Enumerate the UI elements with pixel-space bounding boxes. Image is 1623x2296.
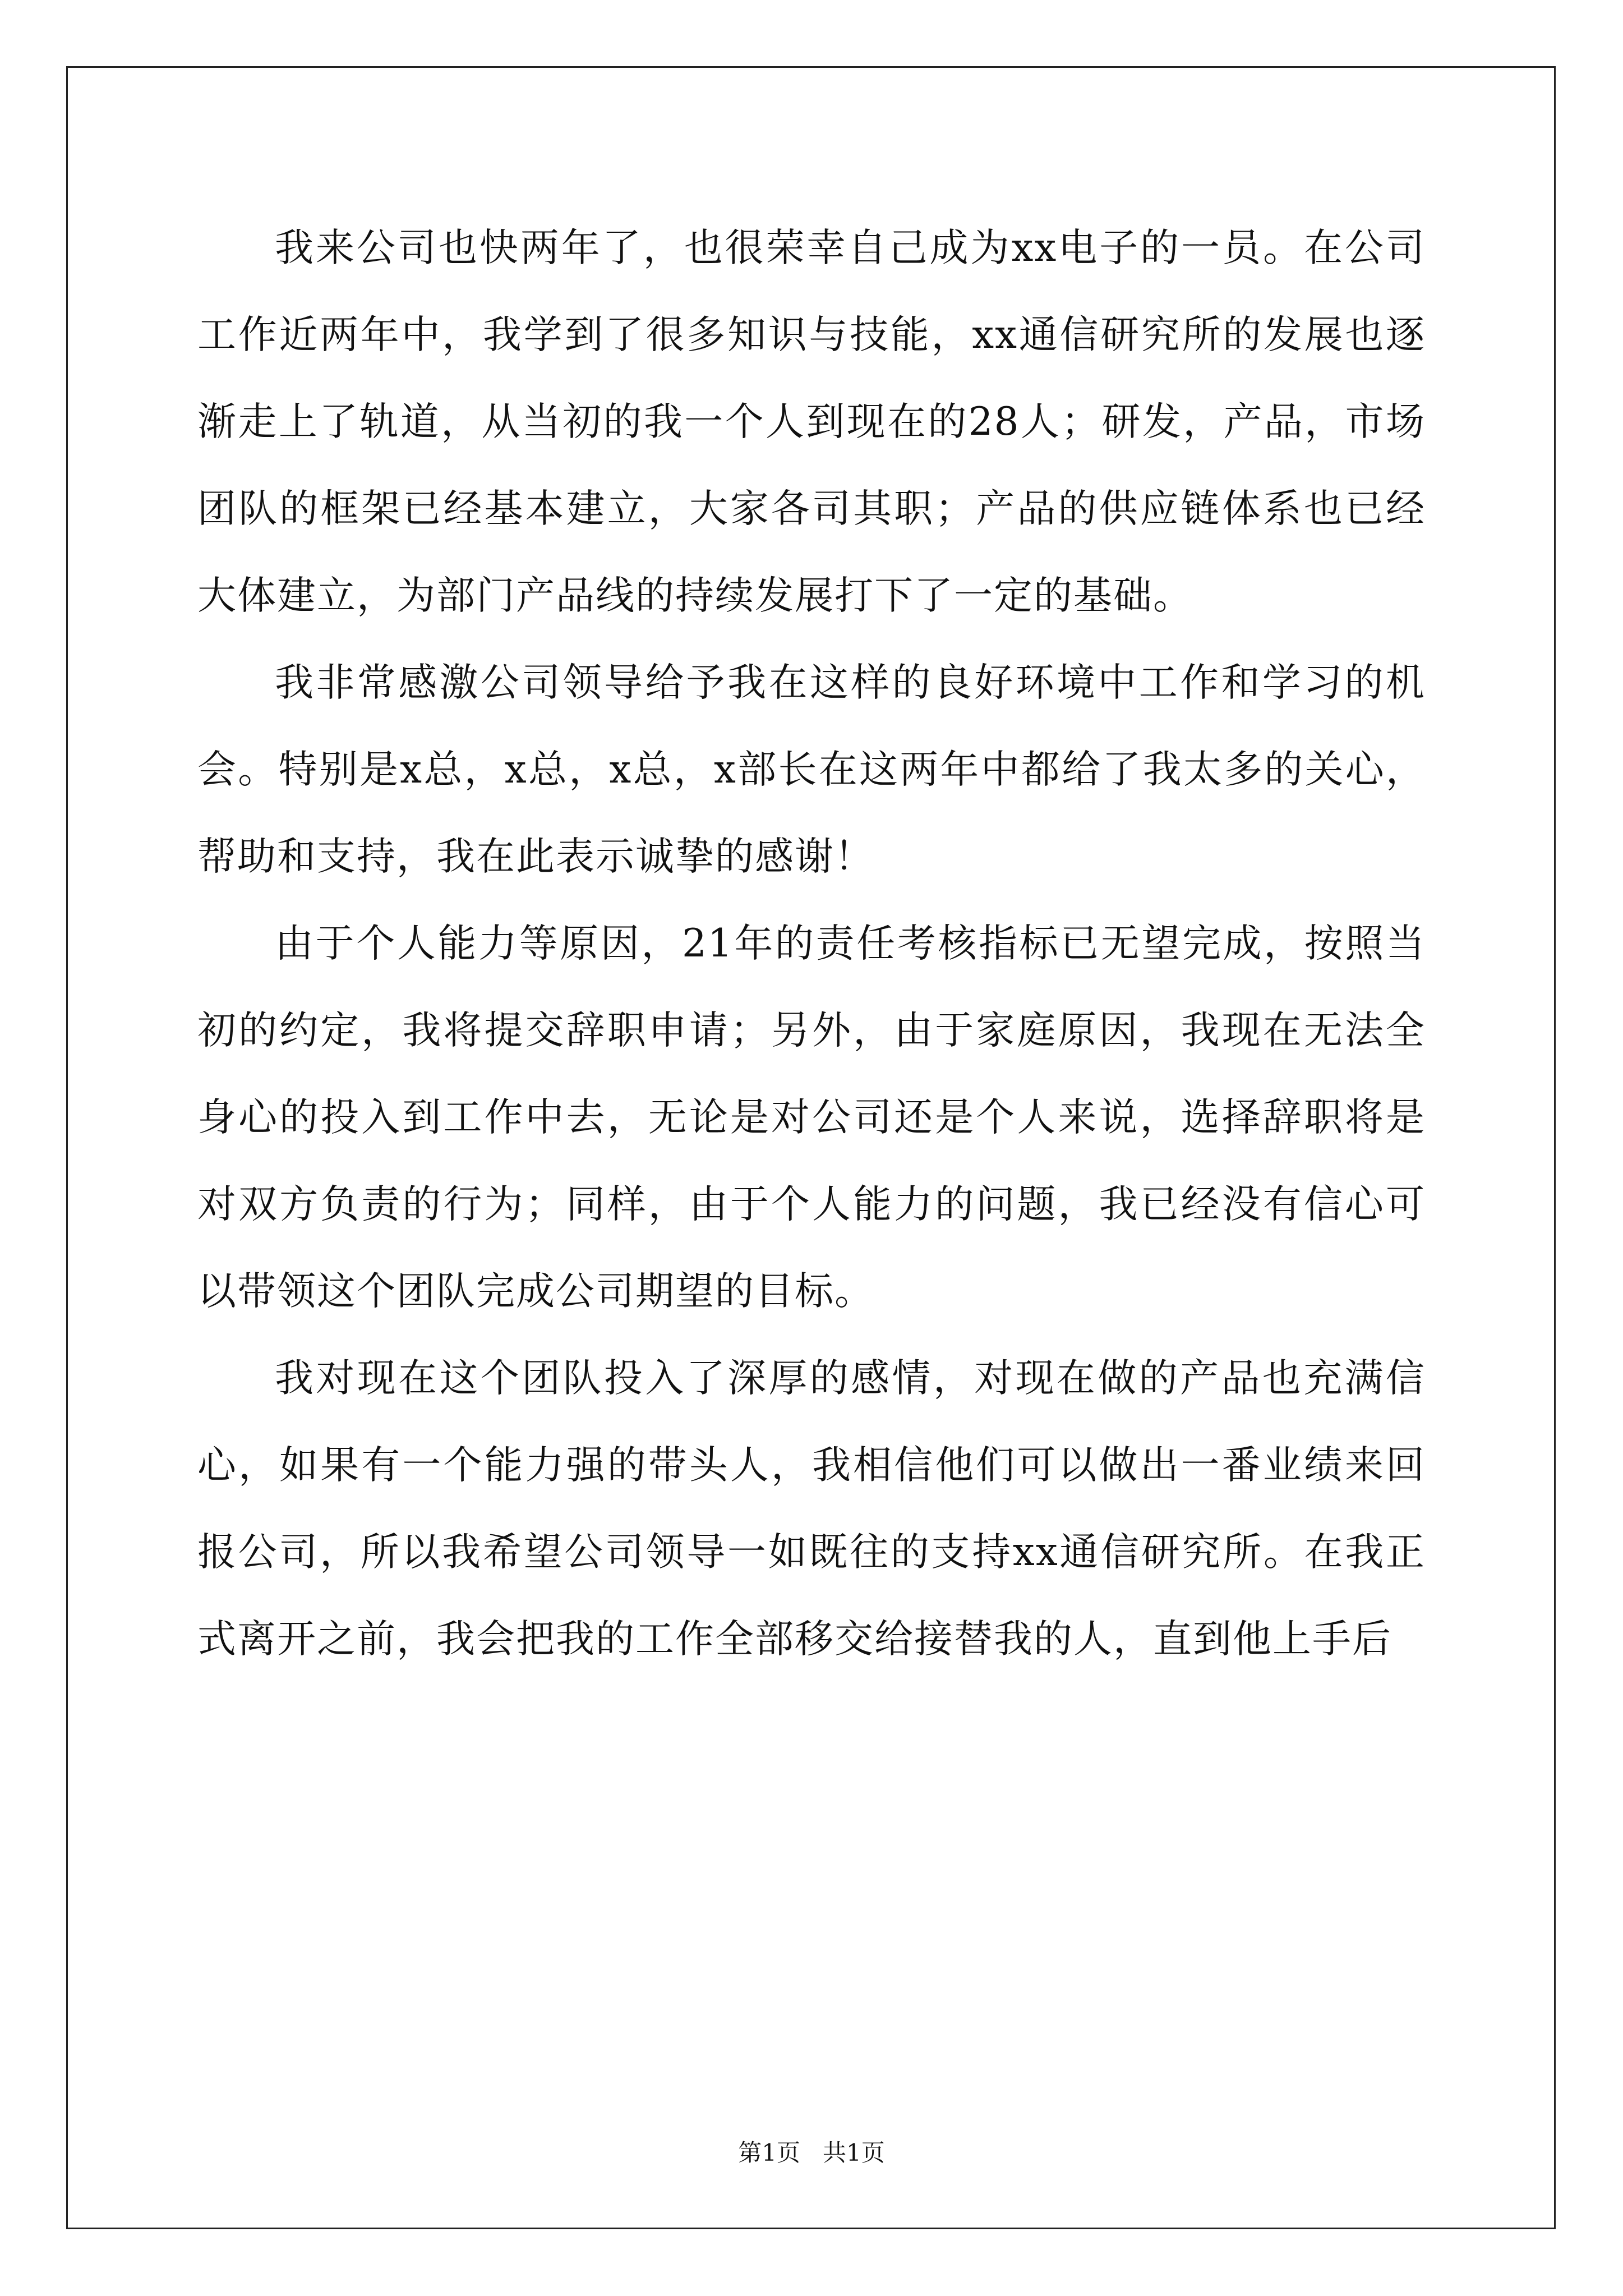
paragraph-1: 我来公司也快两年了，也很荣幸自己成为xx电子的一员。在公司工作近两年中，我学到了很多知识与技能，xx通信研究所的发展也逐渐走上了轨道，从当初的我一个人到现在的28人；研发，产品，市场团队的框架已经基本建立，大家各司其职；产品的供应链体系也已经大体建立，为部门产品线的持续发展打下了一定的基础。 [197,226,1426,618]
page-number-total: 共1页 [823,2139,885,2166]
paragraph-3: 由于个人能力等原因，21年的责任考核指标已无望完成，按照当初的约定，我将提交辞职申请；另外，由于家庭原因，我现在无法全身心的投入到工作中去，无论是对公司还是个人来说，选择辞职将是对双方负责的行为；同样，由于个人能力的问题，我已经没有信心可以带领这个团队完成公司期望的目标。 [197,921,1426,1314]
paragraph-4: 我对现在这个团队投入了深厚的感情，对现在做的产品也充满信心，如果有一个能力强的带头人，我相信他们可以做出一番业绩来回报公司，所以我希望公司领导一如既往的支持xx通信研究所。在我正式离开之前，我会把我的工作全部移交给接替我的人，直到他上手后 [197,1356,1426,1662]
page-number-current: 第1页 [738,2139,800,2166]
document-body [197,205,1426,1683]
page-footer [0,2136,1623,2170]
paragraph-2: 我非常感激公司领导给予我在这样的良好环境中工作和学习的机会。特别是x总，x总，x总，x部长在这两年中都给了我太多的关心，帮助和支持，我在此表示诚挚的感谢！ [197,660,1426,879]
